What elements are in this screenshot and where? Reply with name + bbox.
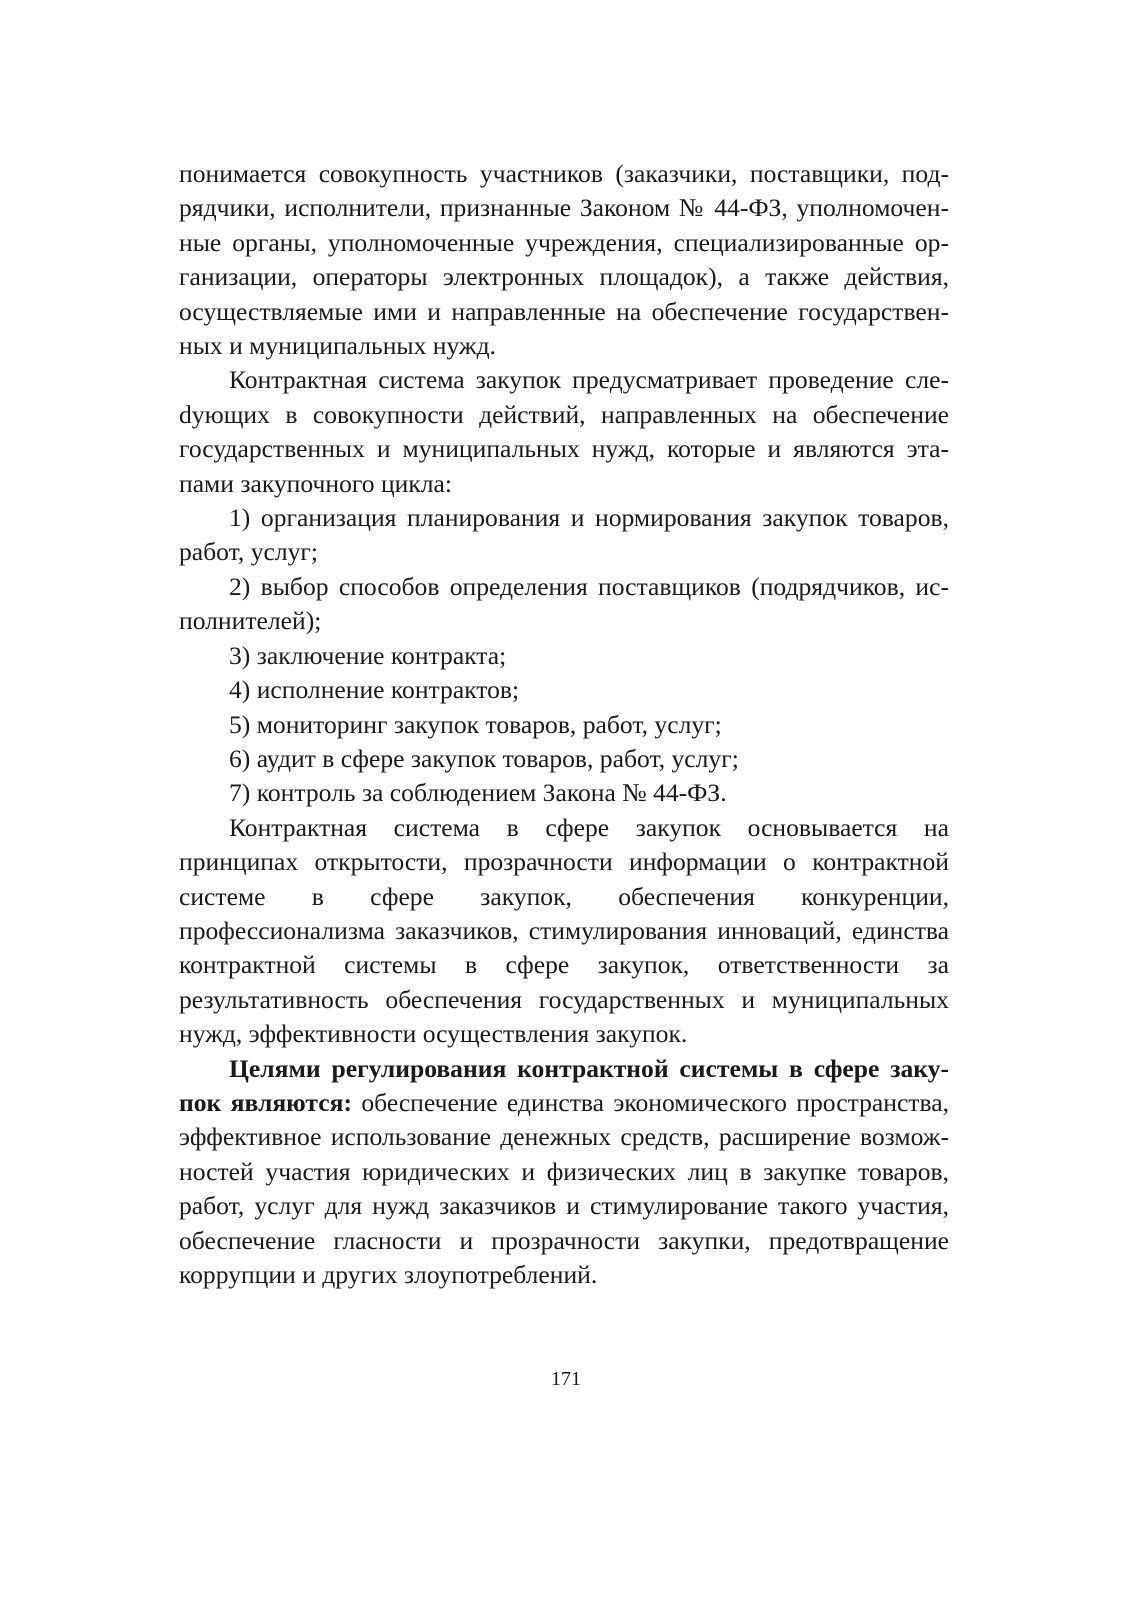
paragraph-principles: Контрактная система в сфере закупок основывается на принципах открытости, прозрачности информации о контрактной системе в сфере закупок, обеспечения конкуренции, профессионализма заказчиков, стимулирования инноваций, единства контрактной системы в сфере закупок, ответственности за результативность обеспечения государственных и муниципальных нужд, эффективности осуществления закупок. — [179, 812, 949, 1049]
page-number: 171 — [551, 1368, 581, 1390]
goals-heading: Целями регулирования контрактной системы в сфере закупок являются: — [179, 1053, 949, 1117]
paragraph-procurement-cycle: Контрактная система закупок предусматривает проведение слеdующих в совокупности действий, направленных на обеспечение государственных и муниципальных нужд, которые и являются этапами закупочного цикла: — [179, 365, 949, 498]
paragraph-participants: понимается совокупность участников (заказчики, поставщики, подрядчики, исполнители, признанные Законом № 44-ФЗ, уполномоченные органы, уполномоченные учреждения, специализированные организации, операторы электронных площадок), а также действия, осуществляемые ими и направленные на обеспечение государственных и муниципальных нужд. — [179, 159, 949, 361]
page-body — [179, 157, 949, 1292]
list-item-6: 6) аудит в сфере закупок товаров, работ, услуг; — [229, 743, 739, 773]
list-item-2: 2) выбор способов определения поставщиков (подрядчиков, исполнителей); — [179, 571, 949, 636]
list-item-3: 3) заключение контракта; — [229, 640, 507, 670]
list-item-1: 1) организация планирования и нормирования закупок товаров, работ, услуг; — [179, 503, 949, 567]
list-item-7: 7) контроль за соблюдением Закона № 44-ФЗ. — [229, 778, 727, 808]
list-item-5: 5) мониторинг закупок товаров, работ, услуг; — [229, 709, 722, 739]
list-item-4: 4) исполнение контрактов; — [229, 675, 520, 705]
paragraph-goals — [179, 1052, 949, 1293]
goals-text: обеспечение единства экономического пространства, эффективное использование денежных средств, расширение возможностей участия юридических и физических лиц в закупке товаров, работ, услуг для нужд заказчиков и стимулирование такого участия, обеспечение гласности и прозрачности закупки, предотвращение коррупции и других злоупотреблений. — [179, 1087, 949, 1289]
